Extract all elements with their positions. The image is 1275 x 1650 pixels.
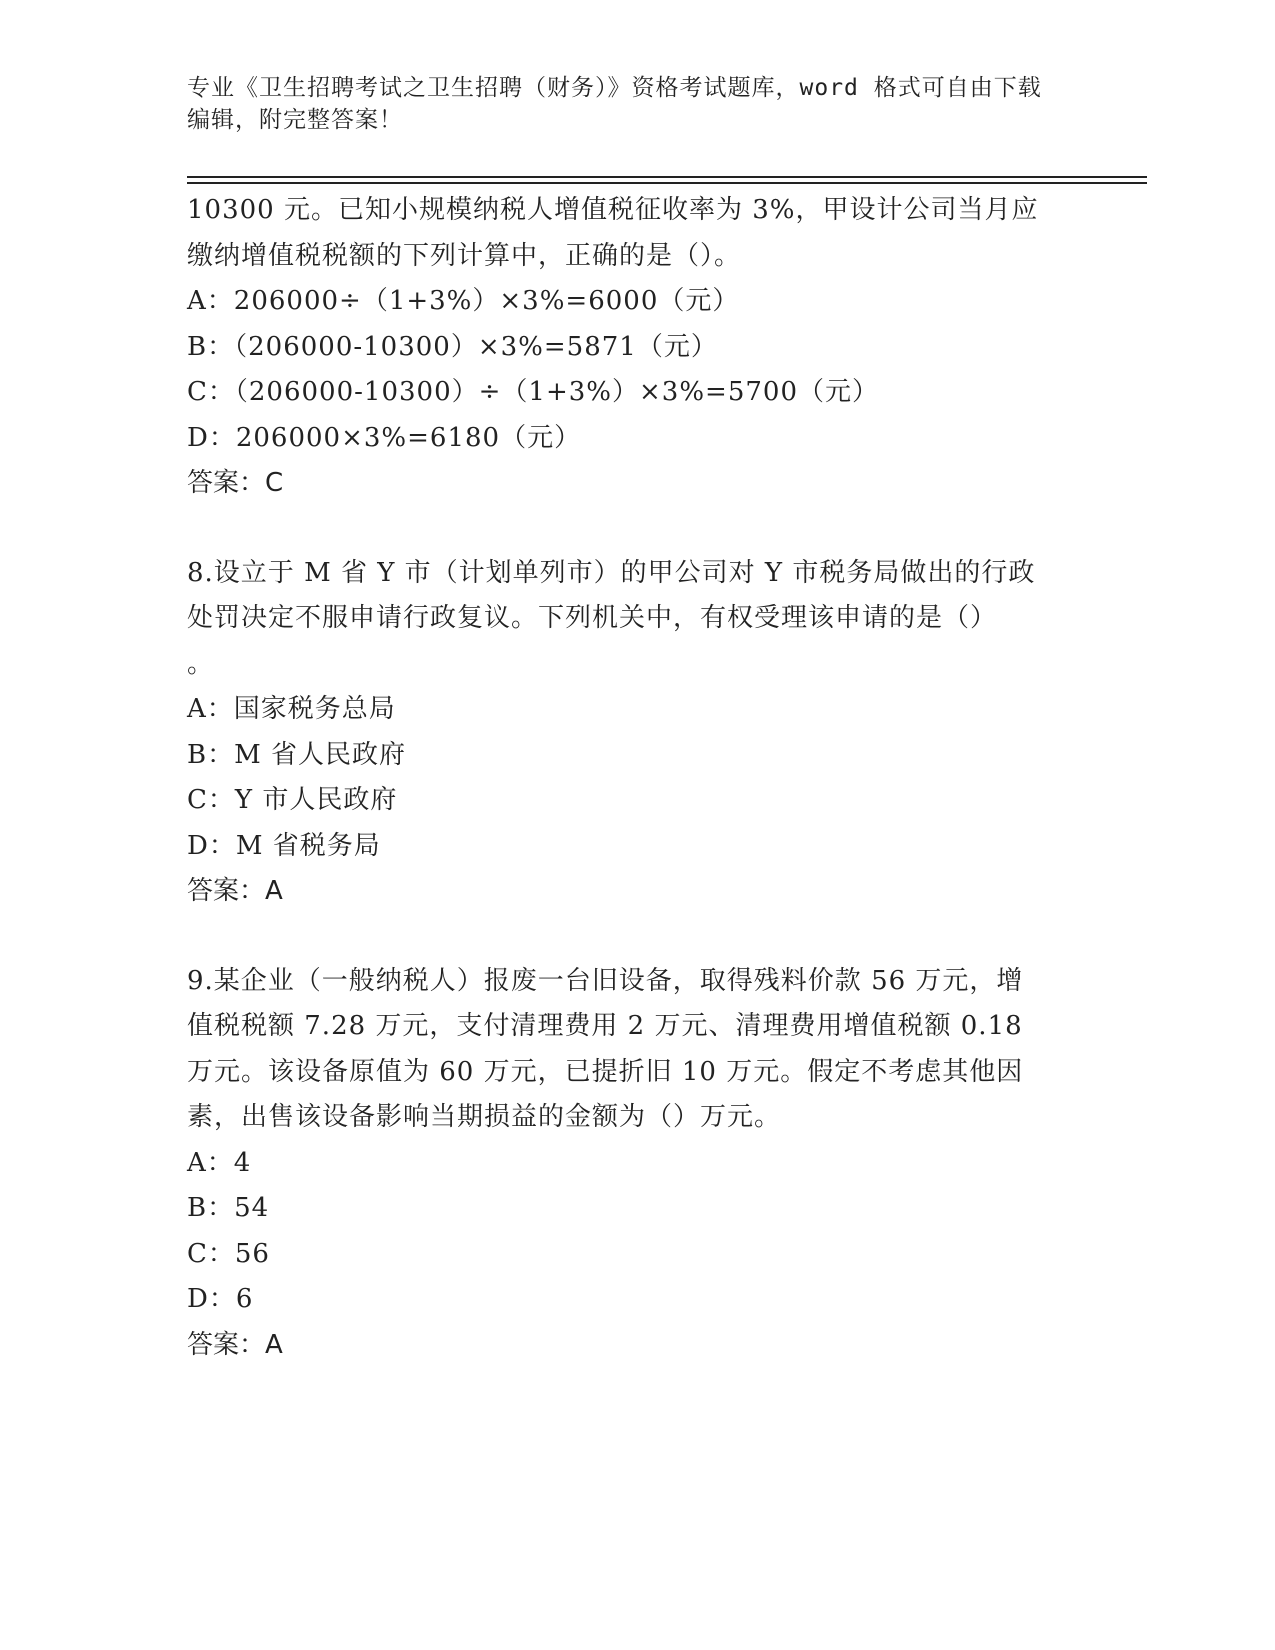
question-8 bbox=[187, 551, 1087, 915]
question-7-stem-line-1: 10300 元。已知小规模纳税人增值税征收率为 3%，甲设计公司当月应 bbox=[187, 195, 1039, 225]
question-7-option-a: A：206000÷（1+3%）×3%=6000（元） bbox=[187, 286, 740, 316]
document-header bbox=[187, 72, 1087, 136]
question-spacer bbox=[187, 507, 1087, 551]
header-line-2: 编辑，附完整答案！ bbox=[187, 107, 403, 133]
header-line-1: 专业《卫生招聘考试之卫生招聘（财务）》资格考试题库，word 格式可自由下载 bbox=[187, 75, 1042, 101]
question-8-option-b: B：M 省人民政府 bbox=[187, 739, 406, 770]
question-8-stem-line-2: 处罚决定不服申请行政复议。下列机关中，有权受理该申请的是（） bbox=[187, 603, 998, 633]
question-list bbox=[187, 188, 1087, 1368]
question-7-stem-line-2: 缴纳增值税税额的下列计算中，正确的是（）。 bbox=[187, 240, 742, 271]
question-9-stem-line-3: 万元。该设备原值为 60 万元，已提折旧 10 万元。假定不考虑其他因 bbox=[187, 1056, 1024, 1087]
question-7-option-c: C：（206000-10300）÷（1+3%）×3%=5700（元） bbox=[187, 377, 879, 407]
question-8-option-a: A：国家税务总局 bbox=[187, 694, 396, 724]
question-8-option-d: D：M 省税务局 bbox=[187, 830, 381, 861]
question-9-stem-line-1: 9.某企业（一般纳税人）报废一台旧设备，取得残料价款 56 万元，增 bbox=[187, 965, 1024, 996]
question-9-answer: 答案：A bbox=[187, 1329, 283, 1360]
question-9-option-c: C：56 bbox=[187, 1238, 270, 1269]
question-7-option-b: B：（206000-10300）×3%=5871（元） bbox=[187, 331, 718, 362]
question-9-option-b: B：54 bbox=[187, 1193, 270, 1223]
question-8-stem-line-1: 8.设立于 M 省 Y 市（计划单列市）的甲公司对 Y 市税务局做出的行政 bbox=[187, 557, 1036, 588]
question-9 bbox=[187, 959, 1087, 1369]
question-8-stem-line-3: 。 bbox=[187, 648, 215, 679]
header-divider-top bbox=[187, 176, 1147, 178]
question-9-option-d: D：6 bbox=[187, 1284, 254, 1314]
question-7 bbox=[187, 188, 1087, 507]
header-divider-bottom bbox=[187, 182, 1147, 184]
question-9-option-a: A：4 bbox=[187, 1147, 252, 1178]
question-9-stem-line-4: 素，出售该设备影响当期损益的金额为（）万元。 bbox=[187, 1102, 782, 1132]
question-spacer bbox=[187, 915, 1087, 959]
question-7-answer: 答案：C bbox=[187, 468, 284, 498]
question-9-stem-line-2: 值税税额 7.28 万元，支付清理费用 2 万元、清理费用增值税额 0.18 bbox=[187, 1011, 1023, 1041]
question-8-answer: 答案：A bbox=[187, 876, 283, 906]
question-8-option-c: C：Y 市人民政府 bbox=[187, 785, 398, 815]
question-7-option-d: D：206000×3%=6180（元） bbox=[187, 422, 582, 453]
